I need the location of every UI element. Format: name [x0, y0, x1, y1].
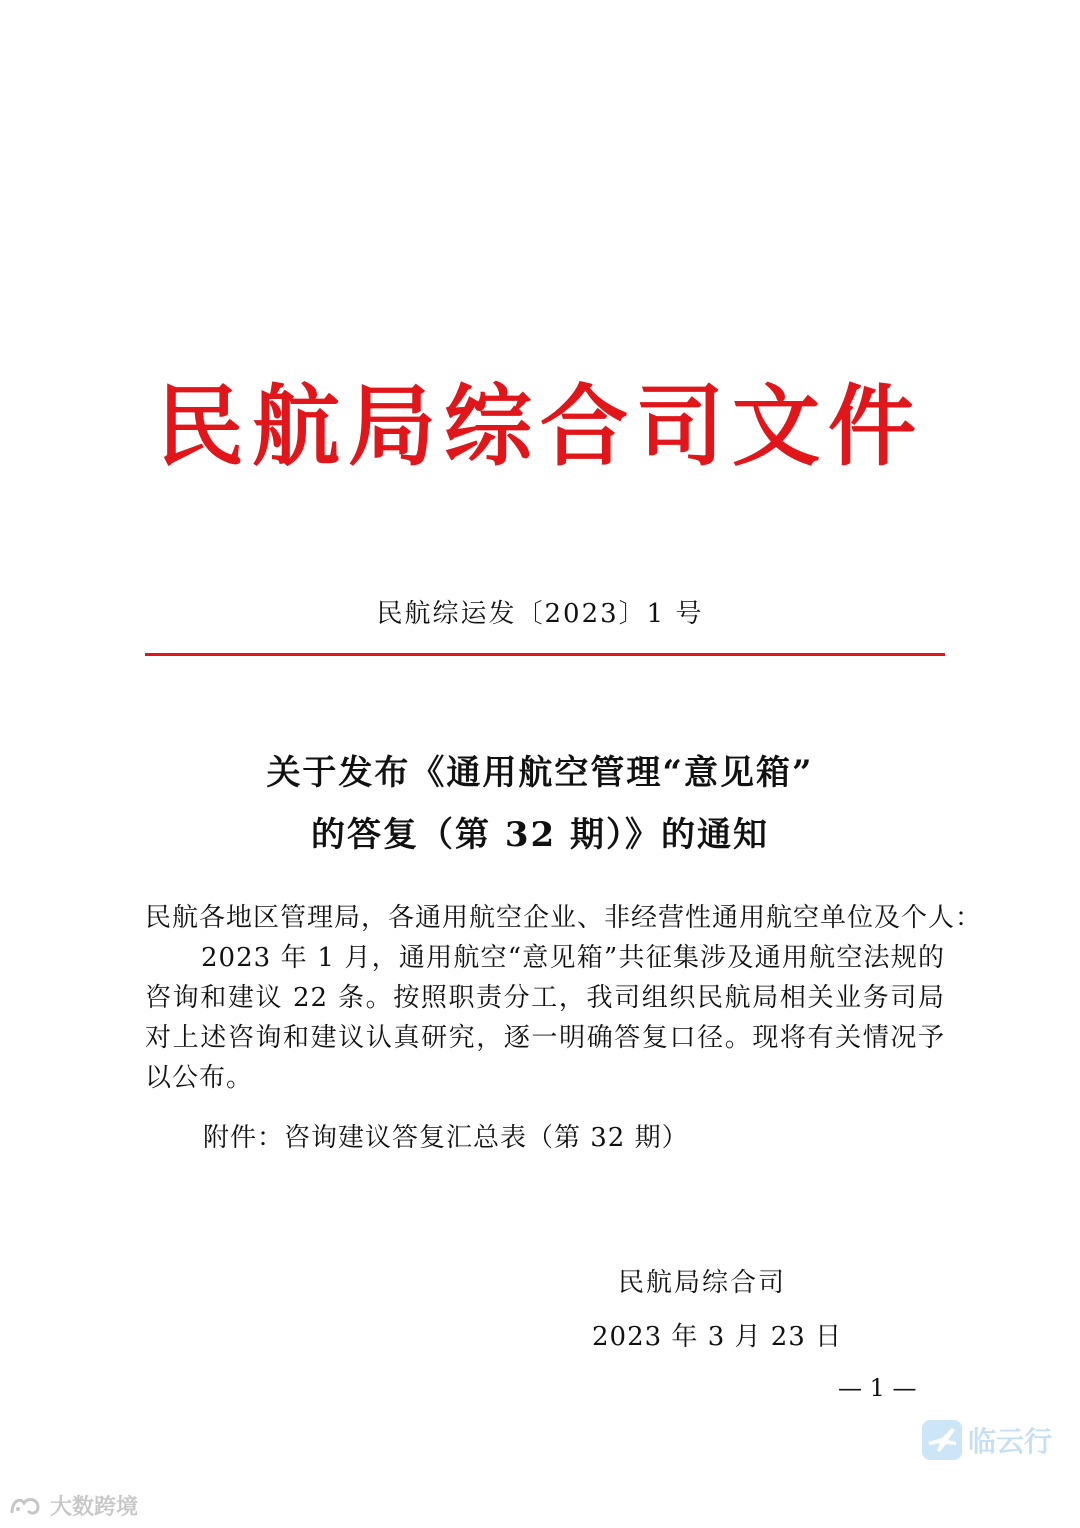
body-paragraph: 2023 年 1 月，通用航空“意见箱”共征集涉及通用航空法规的咨询和建议 22 条。按照职责分工，我司组织民航局相关业务司局对上述咨询和建议认真研究，逐一明确答复口径。现将有关情况予以公布。 [145, 943, 945, 1093]
notice-title-line-2: 的答复（第 32 期）》的通知 [311, 815, 769, 855]
plane-logo-icon [922, 1420, 962, 1460]
watermark-left [8, 1490, 138, 1521]
page-number: — 1 — [838, 1374, 917, 1402]
signature-organization: 民航局综合司 [618, 1268, 787, 1298]
watermark-right [922, 1420, 1052, 1460]
notice-title [0, 742, 1080, 866]
brand-logo-icon [8, 1493, 44, 1519]
attachment-line: 附件：咨询建议答复汇总表（第 32 期） [203, 1123, 689, 1153]
signature-date: 2023 年 3 月 23 日 [592, 1322, 843, 1352]
recipient-line: 民航各地区管理局，各通用航空企业、非经营性通用航空单位及个人： [145, 903, 983, 933]
notice-body [145, 898, 983, 1098]
notice-title-line-1: 关于发布《通用航空管理“意见箱” [266, 753, 814, 793]
watermark-right-text: 临云行 [968, 1425, 1053, 1458]
red-divider-rule [145, 653, 945, 656]
document-header-title: 民航局综合司文件 [155, 375, 924, 478]
document-number: 民航综运发〔2023〕1 号 [376, 599, 704, 629]
watermark-left-text: 大数跨境 [50, 1495, 139, 1520]
